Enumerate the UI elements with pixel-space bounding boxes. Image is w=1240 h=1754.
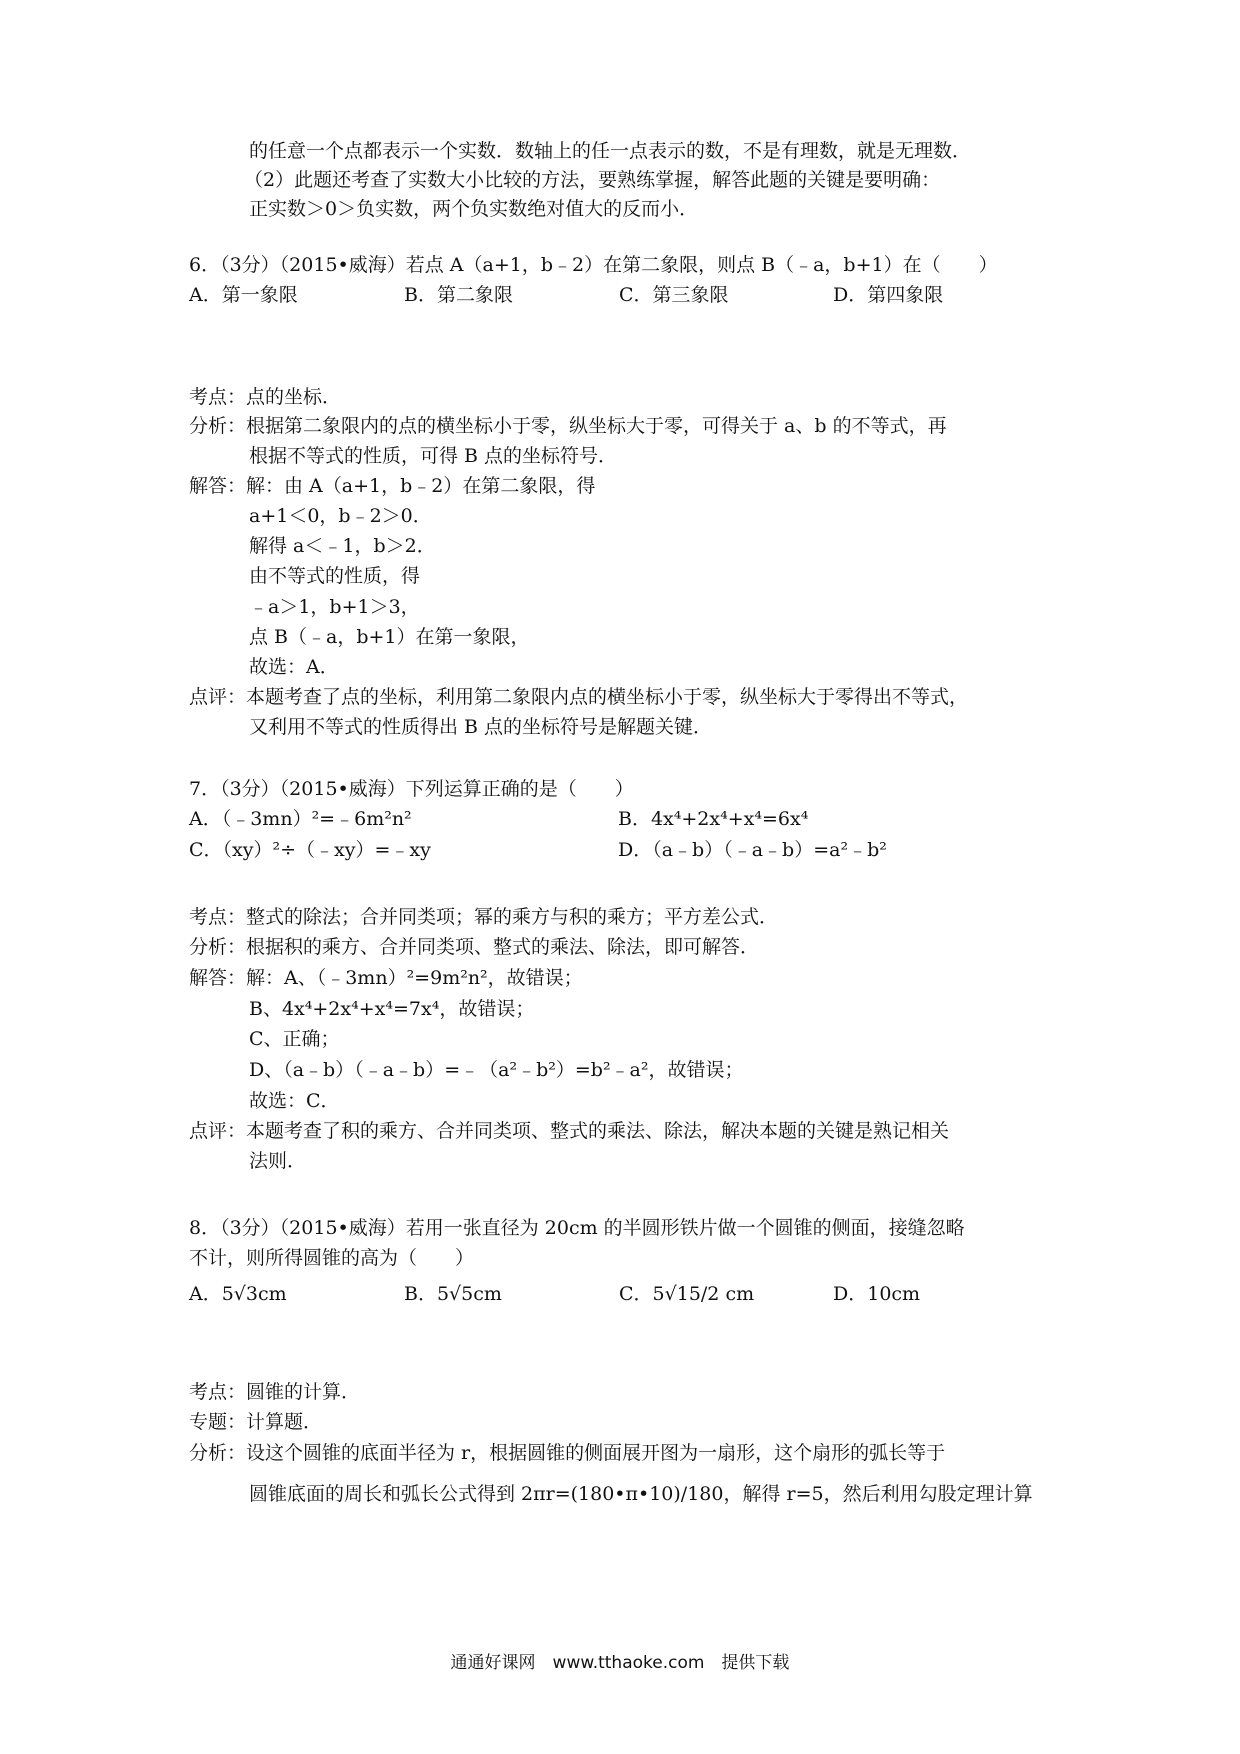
q8-option-c: C．5√15/2 cm (619, 1283, 755, 1305)
q7-jieda-a: 解答：解：A、（﹣3mn）²=9m²n²，故错误； (189, 967, 583, 989)
q8-kaodian: 考点：圆锥的计算． (189, 1381, 361, 1403)
q6-fenxi-line-1: 分析：根据第二象限内的点的横坐标小于零，纵坐标大于零，可得关于 a、b 的不等式，再 (189, 415, 947, 437)
q6-option-c: C．第三象限 (619, 284, 729, 306)
intro-line-2: （2）此题还考查了实数大小比较的方法，要熟练掌握，解答此题的关键是要明确： (244, 169, 941, 191)
q8-option-b: B．5√5cm (404, 1283, 502, 1305)
q6-stem: 6．（3分）（2015•威海）若点 A（a+1，b﹣2）在第二象限，则点 B（﹣a，b+1）在（ ） (189, 254, 998, 276)
q7-jieda-b: B、4x⁴+2x⁴+x⁴=7x⁴，故错误； (249, 998, 535, 1020)
intro-line-1: 的任意一个点都表示一个实数．数轴上的任一点表示的数，不是有理数，就是无理数． (249, 140, 972, 162)
q7-dianping-line-1: 点评：本题考查了积的乘方、合并同类项、整式的乘法、除法，解决本题的关键是熟记相关 (189, 1120, 950, 1142)
q6-fenxi-line-2: 根据不等式的性质，可得 B 点的坐标符号． (249, 445, 618, 467)
q6-option-d: D．第四象限 (833, 284, 944, 306)
q8-option-d: D．10cm (833, 1283, 921, 1305)
q8-stem-line-2: 不计，则所得圆锥的高为（ ） (189, 1247, 475, 1269)
q7-fenxi: 分析：根据积的乘方、合并同类项、整式的乘法、除法，即可解答． (189, 936, 760, 958)
q8-stem-line-1: 8．（3分）（2015•威海）若用一张直径为 20cm 的半圆形铁片做一个圆锥的侧面，接缝忽略 (189, 1217, 965, 1239)
q7-guxuan: 故选：C． (249, 1090, 340, 1112)
q7-option-b: B．4x⁴+2x⁴+x⁴=6x⁴ (618, 808, 809, 830)
q6-step-4: ﹣a＞1，b+1＞3， (249, 596, 420, 618)
q6-dianping-line-1: 点评：本题考查了点的坐标，利用第二象限内点的横坐标小于零，纵坐标大于零得出不等式， (189, 686, 969, 708)
q7-jieda-c: C、正确； (249, 1028, 340, 1050)
q7-dianping-line-2: 法则． (249, 1150, 307, 1172)
q6-option-b: B．第二象限 (404, 284, 513, 306)
q7-jieda-d: D、（a﹣b）（﹣a﹣b）=﹣（a²﹣b²）=b²﹣a²，故错误； (249, 1059, 744, 1081)
q6-option-a: A．第一象限 (189, 284, 298, 306)
q7-stem: 7．（3分）（2015•威海）下列运算正确的是（ ） (189, 778, 634, 800)
q8-fenxi-line-2: 圆锥底面的周长和弧长公式得到 2πr=(180•π•10)/180，解得 r=5，然后利用勾股定理计算 (249, 1483, 1033, 1505)
q7-kaodian: 考点：整式的除法；合并同类项；幂的乘方与积的乘方；平方差公式． (189, 906, 779, 928)
q7-option-a: A．（﹣3mn）²=﹣6m²n² (189, 808, 412, 830)
page-footer: 通通好课网 www.tthaoke.com 提供下载 (450, 1653, 790, 1673)
q6-jieda: 解答：解：由 A（a+1，b﹣2）在第二象限，得 (189, 475, 596, 497)
q6-step-3: 由不等式的性质，得 (249, 565, 421, 587)
q6-step-2: 解得 a＜﹣1，b＞2． (249, 535, 436, 557)
q6-step-1: a+1＜0，b﹣2＞0． (249, 505, 432, 527)
q7-option-c: C．（xy）²÷（﹣xy）=﹣xy (189, 839, 431, 861)
q6-dianping-line-2: 又利用不等式的性质得出 B 点的坐标符号是解题关键． (249, 716, 713, 738)
q6-step-6: 故选：A． (249, 656, 339, 678)
q8-zhuanti: 专题：计算题． (189, 1411, 323, 1433)
q6-step-5: 点 B（﹣a，b+1）在第一象限， (249, 626, 530, 648)
q7-option-d: D．（a﹣b）（﹣a﹣b）=a²﹣b² (618, 839, 887, 861)
q6-kaodian: 考点：点的坐标． (189, 386, 342, 408)
q8-fenxi-line-1: 分析：设这个圆锥的底面半径为 r，根据圆锥的侧面展开图为一扇形，这个扇形的弧长等于 (189, 1442, 946, 1464)
q8-option-a: A．5√3cm (189, 1283, 287, 1305)
intro-line-3: 正实数＞0＞负实数，两个负实数绝对值大的反而小． (249, 198, 699, 220)
